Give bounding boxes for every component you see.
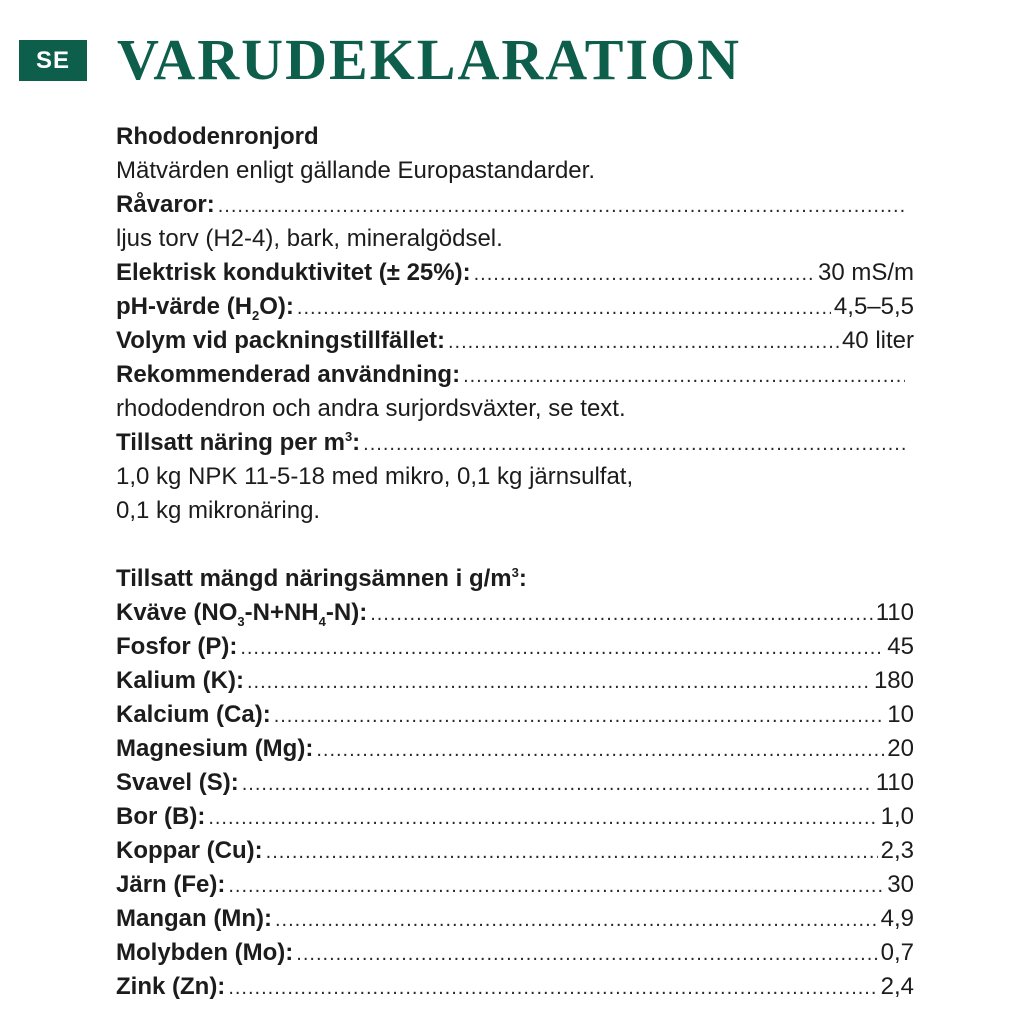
- nutrient-value: 0,7: [880, 939, 914, 966]
- volume-label: Volym vid packningstillfället:: [116, 327, 445, 354]
- nutrient-label: Koppar (Cu):: [116, 837, 263, 864]
- usage-row: [116, 358, 908, 392]
- nutrient-row: [116, 902, 914, 936]
- usage-value: rhododendron och andra surjordsväxter, se text.: [116, 395, 626, 422]
- leader-dots: [247, 665, 871, 698]
- added-nutrition-label: Tillsatt näring per $m^3$:: [116, 429, 361, 456]
- ph-row: [116, 290, 914, 324]
- ph-value: 4,5–5,5: [833, 293, 914, 320]
- leader-dots: [242, 767, 873, 800]
- nutrient-row: [116, 766, 914, 800]
- leader-dots: [228, 869, 884, 902]
- nutrient-row: [116, 698, 914, 732]
- leader-dots: [208, 801, 877, 834]
- nutrient-row-nitrogen: [116, 596, 914, 630]
- nutrient-value: 4,9: [880, 905, 914, 932]
- leader-dots: [297, 291, 831, 324]
- nutrient-label: Molybden (Mo):: [116, 939, 294, 966]
- nutrient-value: 110: [875, 599, 914, 626]
- nutrient-row: [116, 732, 914, 766]
- nutrient-label: Kalcium (Ca):: [116, 701, 271, 728]
- added-nutrition-value-line2: 0,1 kg mikronäring.: [116, 497, 321, 524]
- raw-materials-label: Råvaror:: [116, 191, 215, 218]
- nutrient-label: Zink (Zn):: [116, 973, 226, 1000]
- nutrient-label: Svavel (S):: [116, 769, 239, 796]
- leader-dots: [266, 835, 878, 868]
- leader-dots: [448, 325, 839, 358]
- page-title: VARUDEKLARATION: [117, 27, 742, 92]
- nutrient-label: Järn (Fe):: [116, 871, 226, 898]
- added-nutrition-value-line1: 1,0 kg NPK 11-5-18 med mikro, 0,1 kg järnsulfat,: [116, 463, 634, 490]
- nutrient-row: [116, 800, 914, 834]
- language-badge: SE: [19, 40, 87, 81]
- standard-note: Mätvärden enligt gällande Europastandarder.: [116, 157, 595, 184]
- usage-label: Rekommenderad användning:: [116, 361, 461, 388]
- leader-dots: [463, 359, 905, 392]
- leader-dots: [296, 937, 877, 970]
- leader-dots: [316, 733, 884, 766]
- added-nutrition-row: [116, 426, 908, 460]
- conductivity-value: 30 mS/m: [817, 259, 914, 286]
- volume-value: 40 liter: [841, 327, 914, 354]
- volume-row: [116, 324, 914, 358]
- nutrient-value: 45: [887, 633, 914, 660]
- spacer: [116, 528, 914, 562]
- leader-dots: [228, 971, 877, 1004]
- nutrient-label: Mangan (Mn):: [116, 905, 272, 932]
- nutrient-row: [116, 664, 914, 698]
- raw-materials-row: [116, 188, 908, 222]
- nutrient-value: 2,3: [880, 837, 914, 864]
- nutrient-row: [116, 630, 914, 664]
- nutrient-label: Bor (B):: [116, 803, 206, 830]
- nutrient-row: [116, 868, 914, 902]
- nutrient-row: [116, 936, 914, 970]
- leader-dots: [275, 903, 878, 936]
- nutrient-value: 180: [873, 667, 914, 694]
- ph-label: pH-värde $(H_2O)$:: [116, 293, 294, 323]
- nutrient-label: Kalium (K):: [116, 667, 244, 694]
- leader-dots: [274, 699, 885, 732]
- nutrient-value: 110: [875, 769, 914, 796]
- raw-materials-value: ljus torv (H2-4), bark, mineralgödsel.: [116, 225, 503, 252]
- nutrient-value: 20: [887, 735, 914, 762]
- nutrient-label: Magnesium (Mg):: [116, 735, 314, 762]
- nutrient-label: Fosfor (P):: [116, 633, 238, 660]
- leader-dots: [363, 427, 905, 460]
- nutrient-label: Kväve $(NO_3-N+NH_4-N)$:: [116, 599, 368, 629]
- conductivity-label: Elektrisk konduktivitet (± 25%):: [116, 259, 471, 286]
- nutrient-value: 30: [887, 871, 914, 898]
- leader-dots: [240, 631, 884, 664]
- leader-dots: [474, 257, 815, 290]
- nutrient-value: 2,4: [880, 973, 914, 1000]
- leader-dots: [370, 597, 873, 630]
- declaration-body: [116, 120, 914, 1004]
- product-name: Rhododenronjord: [116, 123, 319, 150]
- conductivity-row: [116, 256, 914, 290]
- nutrient-row: [116, 970, 914, 1004]
- leader-dots: [218, 189, 905, 222]
- nutrient-value: 10: [887, 701, 914, 728]
- nutrient-value: 1,0: [880, 803, 914, 830]
- nutrient-row: [116, 834, 914, 868]
- nutrients-heading: Tillsatt mängd näringsämnen i $g/m^3$:: [116, 565, 527, 592]
